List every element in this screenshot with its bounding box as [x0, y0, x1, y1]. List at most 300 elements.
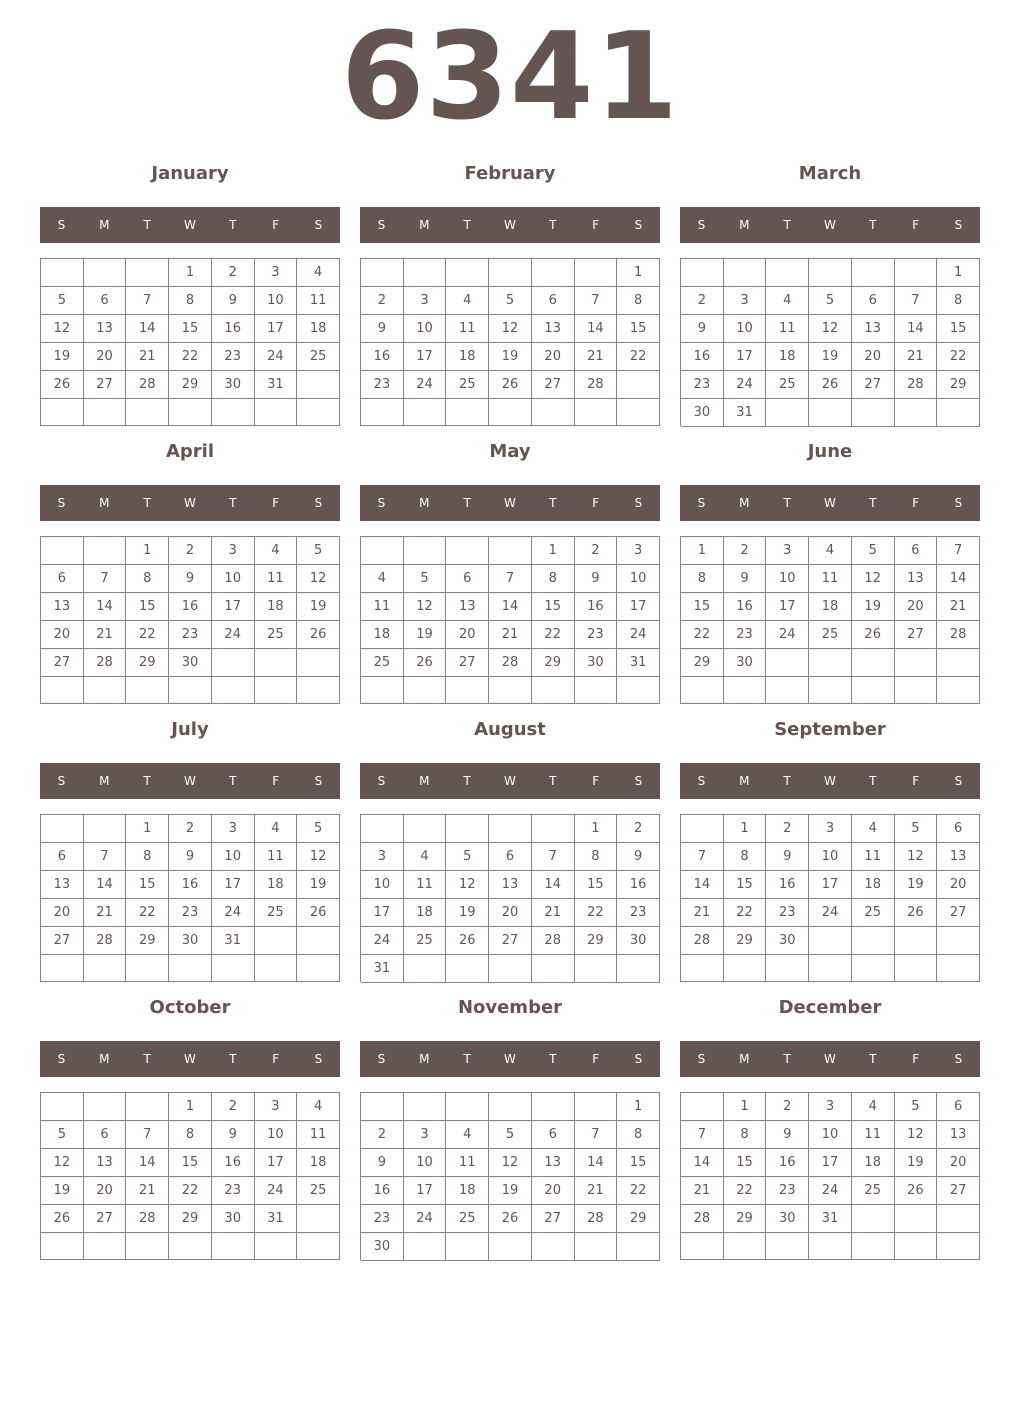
day-cell: 6 [41, 843, 84, 871]
empty-cell [361, 399, 404, 426]
day-cell: 17 [617, 593, 660, 621]
empty-cell [446, 1093, 489, 1121]
day-cell: 19 [852, 593, 895, 621]
day-cell: 12 [895, 843, 938, 871]
day-cell: 14 [575, 315, 618, 343]
day-cell: 28 [895, 371, 938, 399]
weekday-label: M [99, 774, 110, 788]
day-cell: 1 [169, 1093, 212, 1121]
day-cell: 13 [489, 871, 532, 899]
day-cell: 16 [212, 315, 255, 343]
day-cell: 11 [809, 565, 852, 593]
day-cell: 3 [809, 815, 852, 843]
empty-cell [41, 1093, 84, 1121]
empty-cell [404, 815, 447, 843]
day-cell: 30 [617, 927, 660, 955]
day-cell: 16 [361, 1177, 404, 1205]
day-cell: 10 [212, 565, 255, 593]
empty-cell [361, 815, 404, 843]
day-cell: 11 [297, 1121, 340, 1149]
day-cell: 21 [126, 1177, 169, 1205]
day-cell: 18 [255, 593, 298, 621]
day-cell: 5 [41, 287, 84, 315]
day-cell: 21 [681, 899, 724, 927]
day-cell: 25 [255, 899, 298, 927]
weekday-label: T [869, 218, 877, 232]
day-cell: 28 [489, 649, 532, 677]
day-grid [360, 814, 660, 982]
empty-cell [937, 1233, 980, 1260]
day-cell: 11 [404, 871, 447, 899]
day-cell: 8 [575, 843, 618, 871]
day-cell: 9 [169, 843, 212, 871]
empty-cell [126, 1233, 169, 1260]
weekday-header [40, 485, 340, 521]
day-cell: 27 [895, 621, 938, 649]
day-cell: 24 [766, 621, 809, 649]
weekday-label: S [377, 774, 386, 788]
empty-cell [404, 677, 447, 704]
day-cell: 21 [489, 621, 532, 649]
day-cell: 1 [681, 537, 724, 565]
day-cell: 16 [169, 593, 212, 621]
empty-cell [255, 955, 298, 982]
weekday-label: T [783, 1052, 791, 1066]
empty-cell [681, 955, 724, 982]
empty-cell [852, 927, 895, 955]
day-cell: 12 [809, 315, 852, 343]
day-cell: 29 [532, 649, 575, 677]
day-cell: 9 [212, 287, 255, 315]
day-cell: 13 [532, 1149, 575, 1177]
day-cell: 29 [617, 1205, 660, 1233]
day-cell: 6 [489, 843, 532, 871]
day-cell: 4 [255, 815, 298, 843]
weekday-label: S [377, 496, 386, 510]
weekday-label: T [143, 1052, 151, 1066]
day-cell: 23 [212, 343, 255, 371]
day-cell: 23 [766, 1177, 809, 1205]
day-cell: 29 [681, 649, 724, 677]
day-cell: 30 [766, 1205, 809, 1233]
day-cell: 25 [297, 343, 340, 371]
weekday-label: S [57, 774, 66, 788]
empty-cell [297, 1205, 340, 1233]
day-cell: 20 [446, 621, 489, 649]
day-cell: 3 [361, 843, 404, 871]
weekday-label: W [824, 218, 836, 232]
day-cell: 24 [212, 899, 255, 927]
empty-cell [212, 1233, 255, 1260]
day-cell: 24 [809, 1177, 852, 1205]
empty-cell [41, 815, 84, 843]
day-cell: 26 [297, 899, 340, 927]
day-cell: 11 [766, 315, 809, 343]
empty-cell [895, 1233, 938, 1260]
day-cell: 1 [724, 1093, 767, 1121]
day-cell: 6 [41, 565, 84, 593]
day-cell: 10 [404, 315, 447, 343]
day-cell: 9 [212, 1121, 255, 1149]
day-cell: 7 [937, 537, 980, 565]
day-cell: 22 [575, 899, 618, 927]
weekday-label: T [869, 1052, 877, 1066]
day-cell: 24 [404, 1205, 447, 1233]
day-cell: 15 [169, 1149, 212, 1177]
day-cell: 1 [724, 815, 767, 843]
day-cell: 13 [532, 315, 575, 343]
day-cell: 18 [852, 1149, 895, 1177]
empty-cell [766, 677, 809, 704]
year-title: 6341 [341, 8, 679, 147]
empty-cell [84, 677, 127, 704]
day-cell: 12 [895, 1121, 938, 1149]
day-cell: 11 [255, 843, 298, 871]
day-cell: 1 [617, 259, 660, 287]
day-cell: 18 [446, 343, 489, 371]
empty-cell [446, 399, 489, 426]
day-cell: 29 [169, 1205, 212, 1233]
day-cell: 25 [404, 927, 447, 955]
day-cell: 19 [297, 871, 340, 899]
day-cell: 13 [937, 1121, 980, 1149]
day-cell: 6 [532, 1121, 575, 1149]
day-cell: 27 [852, 371, 895, 399]
day-cell: 31 [255, 1205, 298, 1233]
empty-cell [809, 259, 852, 287]
day-cell: 25 [852, 1177, 895, 1205]
day-cell: 15 [575, 871, 618, 899]
day-cell: 31 [361, 955, 404, 983]
empty-cell [297, 399, 340, 426]
weekday-label: S [377, 1052, 386, 1066]
empty-cell [532, 1093, 575, 1121]
day-cell: 17 [212, 871, 255, 899]
day-cell: 19 [489, 1177, 532, 1205]
empty-cell [895, 677, 938, 704]
empty-cell [446, 815, 489, 843]
day-cell: 2 [169, 815, 212, 843]
day-cell: 17 [809, 871, 852, 899]
weekday-label: S [634, 218, 643, 232]
day-cell: 19 [41, 343, 84, 371]
day-cell: 11 [446, 1149, 489, 1177]
empty-cell [41, 537, 84, 565]
day-cell: 27 [532, 371, 575, 399]
day-cell: 16 [681, 343, 724, 371]
weekday-label: F [912, 1052, 920, 1066]
day-cell: 2 [617, 815, 660, 843]
day-cell: 5 [297, 815, 340, 843]
day-cell: 27 [41, 927, 84, 955]
day-cell: 17 [361, 899, 404, 927]
empty-cell [937, 927, 980, 955]
day-cell: 15 [126, 871, 169, 899]
day-cell: 4 [852, 1093, 895, 1121]
day-cell: 2 [681, 287, 724, 315]
day-cell: 24 [255, 1177, 298, 1205]
weekday-label: W [184, 496, 196, 510]
day-cell: 28 [681, 1205, 724, 1233]
day-cell: 25 [766, 371, 809, 399]
weekday-label: T [869, 496, 877, 510]
day-cell: 12 [489, 315, 532, 343]
day-cell: 4 [255, 537, 298, 565]
day-cell: 22 [617, 1177, 660, 1205]
weekday-label: T [549, 218, 557, 232]
day-cell: 26 [297, 621, 340, 649]
day-cell: 6 [84, 287, 127, 315]
day-cell: 25 [852, 899, 895, 927]
empty-cell [724, 677, 767, 704]
day-cell: 20 [41, 621, 84, 649]
empty-cell [617, 371, 660, 399]
weekday-label: F [912, 496, 920, 510]
day-cell: 25 [297, 1177, 340, 1205]
day-cell: 22 [937, 343, 980, 371]
weekday-label: T [549, 774, 557, 788]
weekday-label: S [57, 496, 66, 510]
day-cell: 15 [724, 871, 767, 899]
weekday-header [40, 207, 340, 243]
empty-cell [575, 955, 618, 983]
day-cell: 6 [937, 815, 980, 843]
day-cell: 14 [126, 1149, 169, 1177]
day-cell: 28 [575, 371, 618, 399]
empty-cell [84, 537, 127, 565]
empty-cell [895, 259, 938, 287]
day-cell: 8 [169, 1121, 212, 1149]
day-cell: 25 [446, 371, 489, 399]
day-cell: 5 [489, 287, 532, 315]
day-cell: 22 [169, 343, 212, 371]
empty-cell [404, 259, 447, 287]
weekday-label: F [592, 218, 600, 232]
weekday-label: F [592, 496, 600, 510]
day-cell: 5 [895, 1093, 938, 1121]
day-cell: 9 [766, 843, 809, 871]
day-cell: 2 [724, 537, 767, 565]
weekday-label: W [504, 774, 516, 788]
weekday-label: S [697, 1052, 706, 1066]
empty-cell [446, 537, 489, 565]
day-cell: 13 [84, 1149, 127, 1177]
day-cell: 10 [617, 565, 660, 593]
day-cell: 6 [532, 287, 575, 315]
empty-cell [681, 1093, 724, 1121]
day-cell: 28 [575, 1205, 618, 1233]
empty-cell [532, 1233, 575, 1261]
month-name: March [798, 163, 862, 184]
day-cell: 28 [84, 927, 127, 955]
day-cell: 14 [84, 871, 127, 899]
empty-cell [255, 927, 298, 955]
day-cell: 22 [724, 899, 767, 927]
empty-cell [361, 259, 404, 287]
day-cell: 21 [84, 621, 127, 649]
empty-cell [404, 1233, 447, 1261]
day-cell: 28 [84, 649, 127, 677]
weekday-label: T [463, 774, 471, 788]
day-cell: 14 [532, 871, 575, 899]
empty-cell [895, 649, 938, 677]
day-cell: 11 [852, 1121, 895, 1149]
empty-cell [84, 815, 127, 843]
day-cell: 17 [212, 593, 255, 621]
day-cell: 27 [937, 899, 980, 927]
weekday-label: T [143, 218, 151, 232]
weekday-label: T [783, 774, 791, 788]
empty-cell [446, 1233, 489, 1261]
day-cell: 18 [297, 1149, 340, 1177]
day-cell: 6 [937, 1093, 980, 1121]
day-cell: 25 [809, 621, 852, 649]
weekday-label: T [229, 496, 237, 510]
day-cell: 20 [852, 343, 895, 371]
empty-cell [126, 955, 169, 982]
month-name: May [489, 441, 531, 462]
day-cell: 8 [126, 843, 169, 871]
empty-cell [852, 1233, 895, 1260]
day-cell: 24 [809, 899, 852, 927]
weekday-header [680, 1041, 980, 1077]
day-cell: 7 [489, 565, 532, 593]
weekday-label: W [504, 1052, 516, 1066]
weekday-label: W [504, 218, 516, 232]
day-cell: 3 [404, 1121, 447, 1149]
month-name: January [151, 163, 229, 184]
empty-cell [84, 1093, 127, 1121]
day-cell: 11 [446, 315, 489, 343]
empty-cell [681, 815, 724, 843]
day-cell: 4 [446, 1121, 489, 1149]
day-cell: 11 [297, 287, 340, 315]
day-cell: 30 [361, 1233, 404, 1261]
empty-cell [724, 955, 767, 982]
day-cell: 3 [809, 1093, 852, 1121]
weekday-label: S [634, 774, 643, 788]
day-cell: 14 [575, 1149, 618, 1177]
day-cell: 18 [297, 315, 340, 343]
weekday-label: M [99, 218, 110, 232]
day-cell: 9 [617, 843, 660, 871]
day-cell: 21 [84, 899, 127, 927]
day-cell: 23 [169, 899, 212, 927]
day-cell: 4 [852, 815, 895, 843]
day-cell: 27 [446, 649, 489, 677]
empty-cell [617, 677, 660, 704]
weekday-label: T [229, 774, 237, 788]
empty-cell [766, 955, 809, 982]
empty-cell [852, 1205, 895, 1233]
day-cell: 24 [212, 621, 255, 649]
day-cell: 22 [126, 899, 169, 927]
weekday-label: T [463, 1052, 471, 1066]
weekday-label: T [229, 1052, 237, 1066]
day-cell: 8 [724, 843, 767, 871]
day-cell: 22 [617, 343, 660, 371]
weekday-label: S [634, 496, 643, 510]
day-grid [40, 258, 340, 426]
day-cell: 14 [681, 1149, 724, 1177]
day-cell: 19 [895, 871, 938, 899]
day-cell: 18 [766, 343, 809, 371]
weekday-label: F [912, 774, 920, 788]
day-cell: 21 [895, 343, 938, 371]
day-cell: 1 [575, 815, 618, 843]
weekday-label: S [314, 496, 323, 510]
day-cell: 16 [766, 871, 809, 899]
day-cell: 10 [361, 871, 404, 899]
empty-cell [361, 537, 404, 565]
empty-cell [575, 677, 618, 704]
empty-cell [361, 1093, 404, 1121]
day-cell: 19 [404, 621, 447, 649]
day-cell: 26 [895, 1177, 938, 1205]
day-cell: 28 [126, 371, 169, 399]
month-name: October [149, 997, 231, 1018]
day-cell: 12 [489, 1149, 532, 1177]
empty-cell [681, 259, 724, 287]
day-cell: 3 [255, 1093, 298, 1121]
weekday-label: T [549, 1052, 557, 1066]
day-cell: 10 [809, 843, 852, 871]
empty-cell [489, 815, 532, 843]
day-cell: 18 [404, 899, 447, 927]
day-cell: 5 [446, 843, 489, 871]
day-cell: 17 [809, 1149, 852, 1177]
empty-cell [809, 955, 852, 982]
day-cell: 7 [575, 1121, 618, 1149]
empty-cell [84, 955, 127, 982]
day-cell: 2 [361, 287, 404, 315]
day-cell: 4 [297, 1093, 340, 1121]
empty-cell [41, 677, 84, 704]
weekday-label: M [419, 496, 430, 510]
empty-cell [937, 399, 980, 427]
day-cell: 1 [126, 537, 169, 565]
day-cell: 29 [126, 649, 169, 677]
weekday-label: S [954, 496, 963, 510]
day-cell: 15 [681, 593, 724, 621]
day-cell: 31 [809, 1205, 852, 1233]
empty-cell [297, 927, 340, 955]
empty-cell [169, 1233, 212, 1260]
empty-cell [297, 371, 340, 399]
weekday-label: S [697, 496, 706, 510]
empty-cell [532, 955, 575, 983]
empty-cell [126, 1093, 169, 1121]
day-cell: 29 [575, 927, 618, 955]
day-cell: 16 [575, 593, 618, 621]
empty-cell [937, 1205, 980, 1233]
day-cell: 20 [84, 1177, 127, 1205]
day-cell: 12 [852, 565, 895, 593]
day-cell: 7 [681, 1121, 724, 1149]
weekday-label: S [954, 218, 963, 232]
day-cell: 15 [617, 1149, 660, 1177]
day-grid [680, 814, 980, 982]
weekday-label: F [272, 496, 280, 510]
day-grid [680, 536, 980, 704]
empty-cell [41, 399, 84, 426]
weekday-header [40, 763, 340, 799]
weekday-header [360, 207, 660, 243]
day-cell: 30 [169, 927, 212, 955]
empty-cell [84, 399, 127, 426]
day-cell: 13 [446, 593, 489, 621]
day-cell: 31 [255, 371, 298, 399]
